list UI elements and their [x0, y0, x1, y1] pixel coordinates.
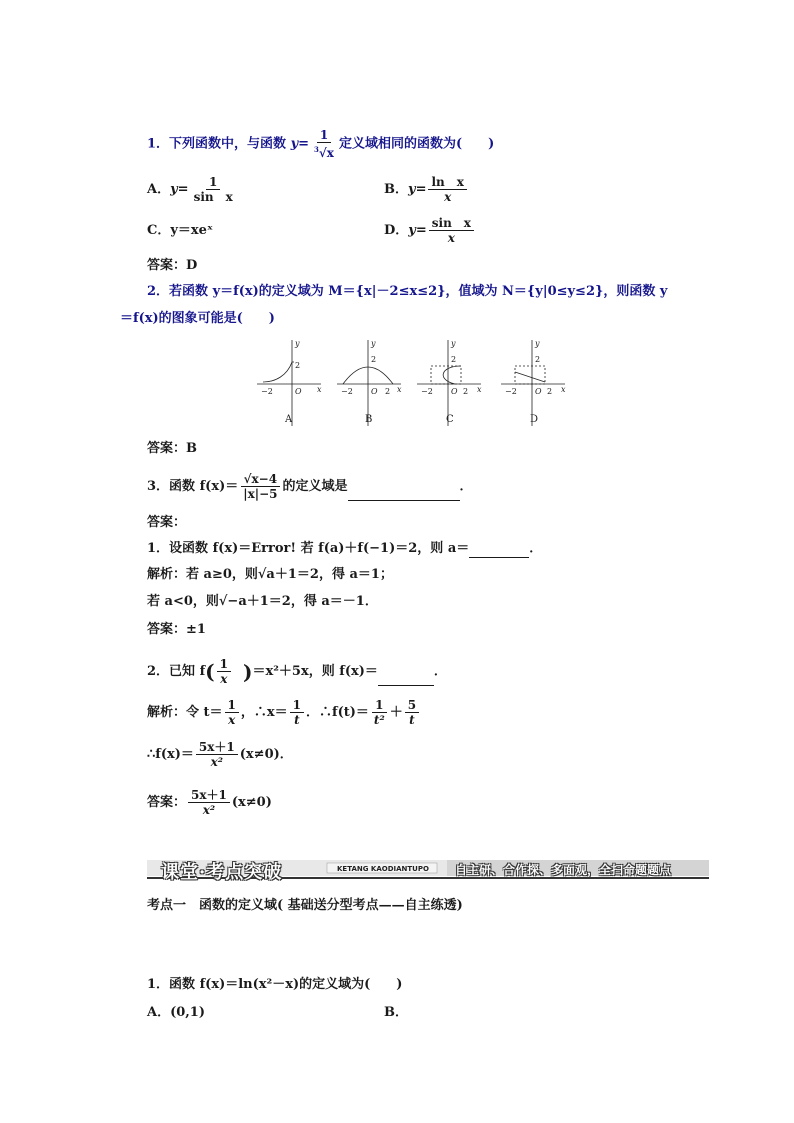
section-heading: 考点一 函数的定义域( 基础送分型考点——自主练透) [147, 898, 463, 913]
p2-sol-mid1: ，∴x＝ [240, 705, 288, 720]
p1-stem [147, 540, 542, 558]
graph-c-tick-2: 2 [451, 355, 457, 364]
q3-stem-end: ． [459, 479, 473, 494]
graph-b-tick-2: 2 [371, 355, 377, 364]
q2-graph-options [255, 338, 575, 430]
graph-a-axis-x: x [317, 385, 322, 394]
p2-sol-prefix: 解析：令 t＝ [147, 705, 223, 720]
p2-stem-prefix: 2．已知 f [147, 664, 206, 679]
p2-sol-frac2-den: t [294, 713, 300, 727]
q4-stem: 1．函数 f(x)＝ln(x²－x)的定义域为( ) [147, 977, 403, 992]
q1-option-a-numerator: 1 [206, 175, 220, 190]
graph-d-tick-neg2: −2 [505, 387, 517, 396]
p2-sol-plus: ＋ [389, 705, 403, 720]
graph-b-axis-x: x [397, 385, 402, 394]
q2-stem-line2: ＝f(x)的图象可能是( ) [120, 311, 275, 326]
q3-stem-suffix: 的定义域是 [282, 479, 348, 494]
p2-open-paren: ( [205, 659, 215, 684]
p2-answer-suffix: (x≠0) [231, 795, 272, 810]
p1-solution-line1: 解析：若 a≥0，则√a＋1＝2，得 a＝1； [147, 567, 393, 582]
graph-d-tick-pos2: 2 [547, 387, 553, 396]
p2-answer-numerator: 5x＋1 [188, 788, 230, 803]
p2-sol-frac4-den: t [409, 713, 415, 727]
q1-option-b-numerator: ln x [428, 175, 466, 190]
graph-d-origin: O [535, 387, 542, 396]
question-1-stem [147, 128, 494, 160]
graph-label-a: A [285, 414, 293, 425]
p2-sol-frac3-num: 1 [372, 698, 386, 713]
graph-b-tick-pos2: 2 [385, 387, 391, 396]
q1-option-d: D．y= $\frac{\text{sin x}}{x}$ [384, 216, 476, 245]
graph-label-c: C [446, 414, 454, 425]
q1-option-b-denominator: x [444, 190, 452, 204]
q1-option-a: A．y= $\frac{1}{\text{sin x}}$ [147, 175, 238, 204]
p2-blank [378, 671, 434, 686]
p1-answer: 答案：±1 [147, 622, 206, 637]
p2-sol-frac3-den: t² [373, 713, 385, 727]
graph-label-d: D [530, 414, 539, 425]
p2-result-fraction [196, 740, 238, 769]
banner-slogan: 自主研、合作探、多面观，全扫命题题点 [455, 863, 672, 877]
q1-option-b-y: y [408, 182, 416, 197]
graph-d-axis-y: y [535, 339, 540, 348]
q1-option-d-y: y [408, 223, 416, 238]
graph-c-tick-neg2: −2 [421, 387, 433, 396]
p1-solution-line2: 若 a<0，则√−a＋1＝2，得 a＝－1． [147, 594, 378, 609]
graph-c-axis-x: x [477, 385, 482, 394]
q1-stem-y: y [290, 136, 299, 152]
q1-option-d-denominator: x [447, 231, 455, 245]
q3-fraction [240, 472, 280, 501]
section-banner [147, 856, 709, 882]
graph-c-origin: O [451, 387, 458, 396]
banner-subtitle: KETANG KAODIANTUPO [337, 865, 429, 873]
graph-a-axis-y: y [295, 339, 300, 348]
q1-option-a-label: A． [147, 182, 171, 197]
p1-stem-end: ． [529, 541, 543, 556]
p2-sol-frac1-den: x [228, 713, 236, 727]
q1-stem-fraction [311, 128, 337, 160]
p2-result-suffix: (x≠0)． [239, 747, 293, 762]
q1-option-d-fraction [429, 216, 474, 245]
p2-close-paren: ) [243, 659, 253, 684]
p2-stem [147, 657, 447, 686]
graph-b-tick-neg2: −2 [341, 387, 353, 396]
graph-b-axis-y: y [371, 339, 376, 348]
p2-sol-frac2 [290, 698, 304, 727]
graph-a-origin: O [295, 387, 302, 396]
p2-stem-numerator: 1 [217, 657, 231, 672]
p2-stem-suffix: ＝x²＋5x，则 f(x)＝ [252, 664, 378, 679]
graph-b-origin: O [371, 387, 378, 396]
q4-option-a: A．(0,1) [147, 1005, 206, 1020]
q1-option-d-label: D． [384, 223, 409, 238]
p2-result-denominator: x² [210, 755, 224, 769]
q3-numerator: √x−4 [241, 472, 280, 487]
q2-answer: 答案：B [147, 441, 197, 456]
graph-c-tick-pos2: 2 [463, 387, 469, 396]
q2-stem-line1: 2．若函数 y＝f(x)的定义域为 M＝{x|－2≤x≤2}，值域为 N＝{y|0≤y≤2}，则函数 y [147, 284, 668, 299]
q1-stem-eq: = [298, 136, 310, 152]
p2-sol-frac4-num: 5 [405, 698, 419, 713]
q3-stem [147, 472, 473, 501]
q1-option-b: B．y= $\frac{\text{ln x}}{x}$ [384, 175, 469, 204]
q1-stem-suffix: 定义域相同的函数为( ) [338, 136, 495, 152]
p2-solution-line2 [147, 740, 293, 769]
q1-stem-denominator [311, 143, 337, 160]
p2-stem-denominator: x [220, 672, 228, 686]
q1-option-a-fraction [191, 175, 236, 204]
q1-option-b-fraction [428, 175, 466, 204]
p2-sol-frac1 [225, 698, 239, 727]
q1-option-d-numerator: sin x [429, 216, 474, 231]
q1-option-a-denominator: sin x [193, 190, 233, 204]
banner-title: 课堂·考点突破 [161, 862, 283, 883]
p2-sol-frac4 [405, 698, 419, 727]
q1-option-c: C．y＝xeˣ [147, 223, 214, 238]
p2-answer-denominator: x² [202, 803, 216, 817]
p2-answer [147, 788, 272, 817]
graph-c-axis-y: y [451, 339, 456, 348]
q1-stem-numerator: 1 [317, 128, 331, 143]
graph-d-axis-x: x [561, 385, 566, 394]
p2-result-numerator: 5x＋1 [196, 740, 238, 755]
q1-stem-root-index: 3 [314, 145, 319, 154]
p2-sol-frac3 [371, 698, 388, 727]
p2-solution-line1 [147, 698, 421, 727]
p2-sol-frac2-num: 1 [290, 698, 304, 713]
q3-blank [348, 486, 460, 501]
p2-stem-end: ． [433, 664, 447, 679]
p2-answer-fraction [188, 788, 230, 817]
p2-sol-mid2: ．∴f(t)＝ [306, 705, 369, 720]
q1-option-b-label: B． [384, 182, 408, 197]
graph-label-b: B [365, 414, 373, 425]
p2-answer-prefix: 答案： [147, 795, 187, 810]
q1-answer: 答案：D [147, 258, 198, 273]
p1-stem-text: 1．设函数 f(x)＝Error! 若 f(a)＋f(−1)＝2，则 a＝ [147, 541, 470, 556]
q3-stem-prefix: 3．函数 f(x)＝ [147, 479, 239, 494]
q3-answer: 答案： [147, 515, 187, 530]
q1-option-a-y: y [170, 182, 178, 197]
graph-d-tick-2: 2 [535, 355, 541, 364]
p2-stem-fraction [217, 657, 231, 686]
q1-stem-prefix: 1．下列函数中，与函数 [147, 136, 291, 152]
q4-option-b: B． [384, 1005, 408, 1020]
q3-denominator: |x|−5 [243, 487, 278, 501]
graph-a-tick-neg2: −2 [261, 387, 273, 396]
p2-result-prefix: ∴f(x)＝ [147, 747, 194, 762]
q1-stem-radicand: √x [318, 146, 334, 160]
graph-a-tick-2: 2 [295, 361, 301, 370]
p2-sol-frac1-num: 1 [225, 698, 239, 713]
p1-blank [469, 543, 529, 558]
